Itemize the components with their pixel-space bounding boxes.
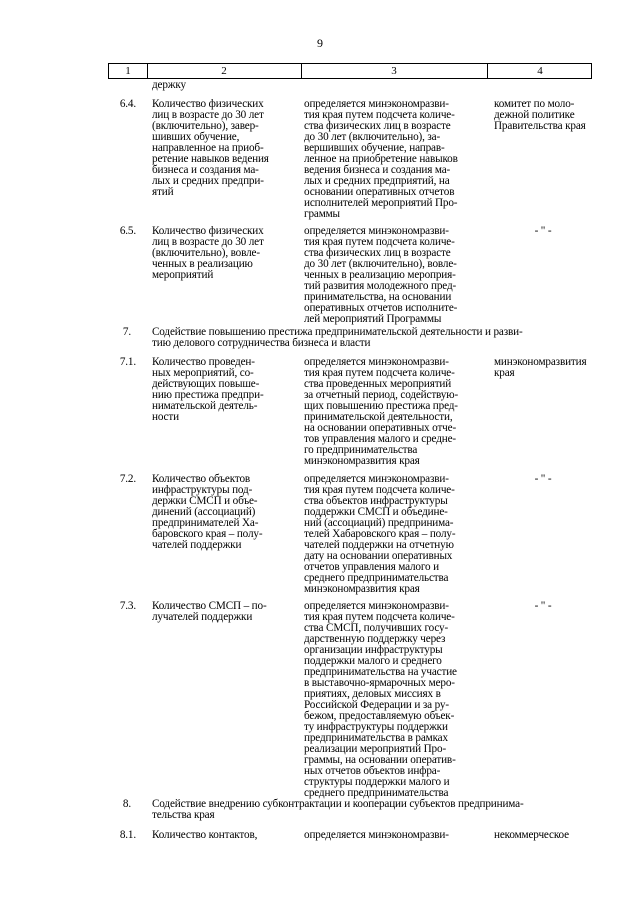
section-number: 7.: [122, 326, 131, 338]
indicator-name: Количество объектов инфраструктуры под- держки СМСП и объе- динений (ассоциаций) предпринимателей Ха- баровского края – полу- чателей поддержки: [152, 473, 263, 551]
indicator-name: Количество физических лиц в возрасте до 30 лет (включительно), завер- шивших обучение, направленное на приоб- ретение навыков ведения бизнеса и создания ма- лых и средних предпри- ятий: [152, 98, 269, 198]
responsible-body: минэкономразвития края: [494, 356, 587, 379]
header-col-2: 2: [221, 65, 227, 77]
row-number: 7.1.: [119, 356, 136, 368]
row-number: 6.5.: [119, 225, 136, 237]
row-number: 7.3.: [119, 600, 136, 612]
calculation-method: определяется минэкономразви-: [304, 829, 449, 841]
table-header-row: [108, 63, 592, 79]
indicator-name: Количество проведен- ных мероприятий, со- действующих повыше- нию престижа предпри- нимательской деятель- ности: [152, 356, 264, 423]
indicator-name: Количество контактов,: [152, 829, 258, 841]
responsible-body: - " -: [534, 600, 552, 612]
page-number: 9: [317, 36, 323, 50]
responsible-body: некоммерческое: [494, 829, 569, 841]
calculation-method: определяется минэкономразви- тия края путем подсчета количе- ства СМСП, получивших госу- дарственную поддержку через организации инфраструктуры поддержки малого и среднего предпринимательства на участие в выставочно-ярмарочных меро- приятиях, деловых миссиях в Российской Федерации и за ру- бежом, предоставляемую объек- ту инфраструктуры поддержки предпринимательства в рамках реализации мероприятий Про- граммы, на основании оператив- ных отчетов объектов инфра- структуры поддержки малого и среднего предпринимательства: [304, 600, 457, 799]
header-col-4: 4: [537, 65, 543, 77]
responsible-body: - " -: [534, 225, 552, 237]
header-col-3: 3: [391, 65, 397, 77]
indicator-name: Количество СМСП – по- лучателей поддержки: [152, 600, 267, 623]
row-number: 7.2.: [119, 473, 136, 485]
header-col-1: 1: [125, 65, 131, 77]
row-number: 6.4.: [119, 98, 136, 110]
continued-indicator-text: держку: [152, 79, 186, 91]
section-number: 8.: [122, 798, 131, 810]
responsible-body: комитет по моло- дежной политике Правительства края: [494, 98, 586, 132]
indicator-name: Количество физических лиц в возрасте до 30 лет (включительно), вовле- ченных в реализацию мероприятий: [152, 225, 264, 281]
calculation-method: определяется минэкономразви- тия края путем подсчета количе- ства физических лиц в возрасте до 30 лет (включительно), за- вершивших обучение, направ- ленное на приобретение навыков ведения бизнеса и создания ма- лых и средних предприятий, на основании оперативных отчетов исполнителей мероприятий Про- граммы: [304, 98, 458, 220]
responsible-body: - " -: [534, 473, 552, 485]
section-title: Содействие внедрению субконтрактации и кооперации субъектов предпринима- тельства края: [152, 798, 524, 821]
calculation-method: определяется минэкономразви- тия края путем подсчета количе- ства физических лиц в возрасте до 30 лет (включительно), вовле- ченных в реализацию мероприя- тий развития молодежного пред- принимательства, на основании оперативных отчетов исполните- лей мероприятий Программы: [304, 225, 458, 325]
row-number: 8.1.: [119, 829, 136, 841]
section-title: Содействие повышению престижа предпринимательской деятельности и разви- тию делового сотрудничества бизнеса и власти: [152, 326, 523, 349]
calculation-method: определяется минэкономразви- тия края путем подсчета количе- ства объектов инфраструктуры поддержки СМСП и объедине- ний (ассоциаций) предпринима- телей Хабаровского края – полу- чателей поддержки на отчетную дату на основании оперативных отчетов управления малого и среднего предпринимательства минэкономразвития края: [304, 473, 456, 595]
calculation-method: определяется минэкономразви- тия края путем подсчета количе- ства проведенных мероприятий за отчетный период, содействую- щих повышению престижа пред- принимательской деятельности, на основании оперативных отче- тов управления малого и средне- го предпринимательства минэкономразвития края: [304, 356, 459, 467]
